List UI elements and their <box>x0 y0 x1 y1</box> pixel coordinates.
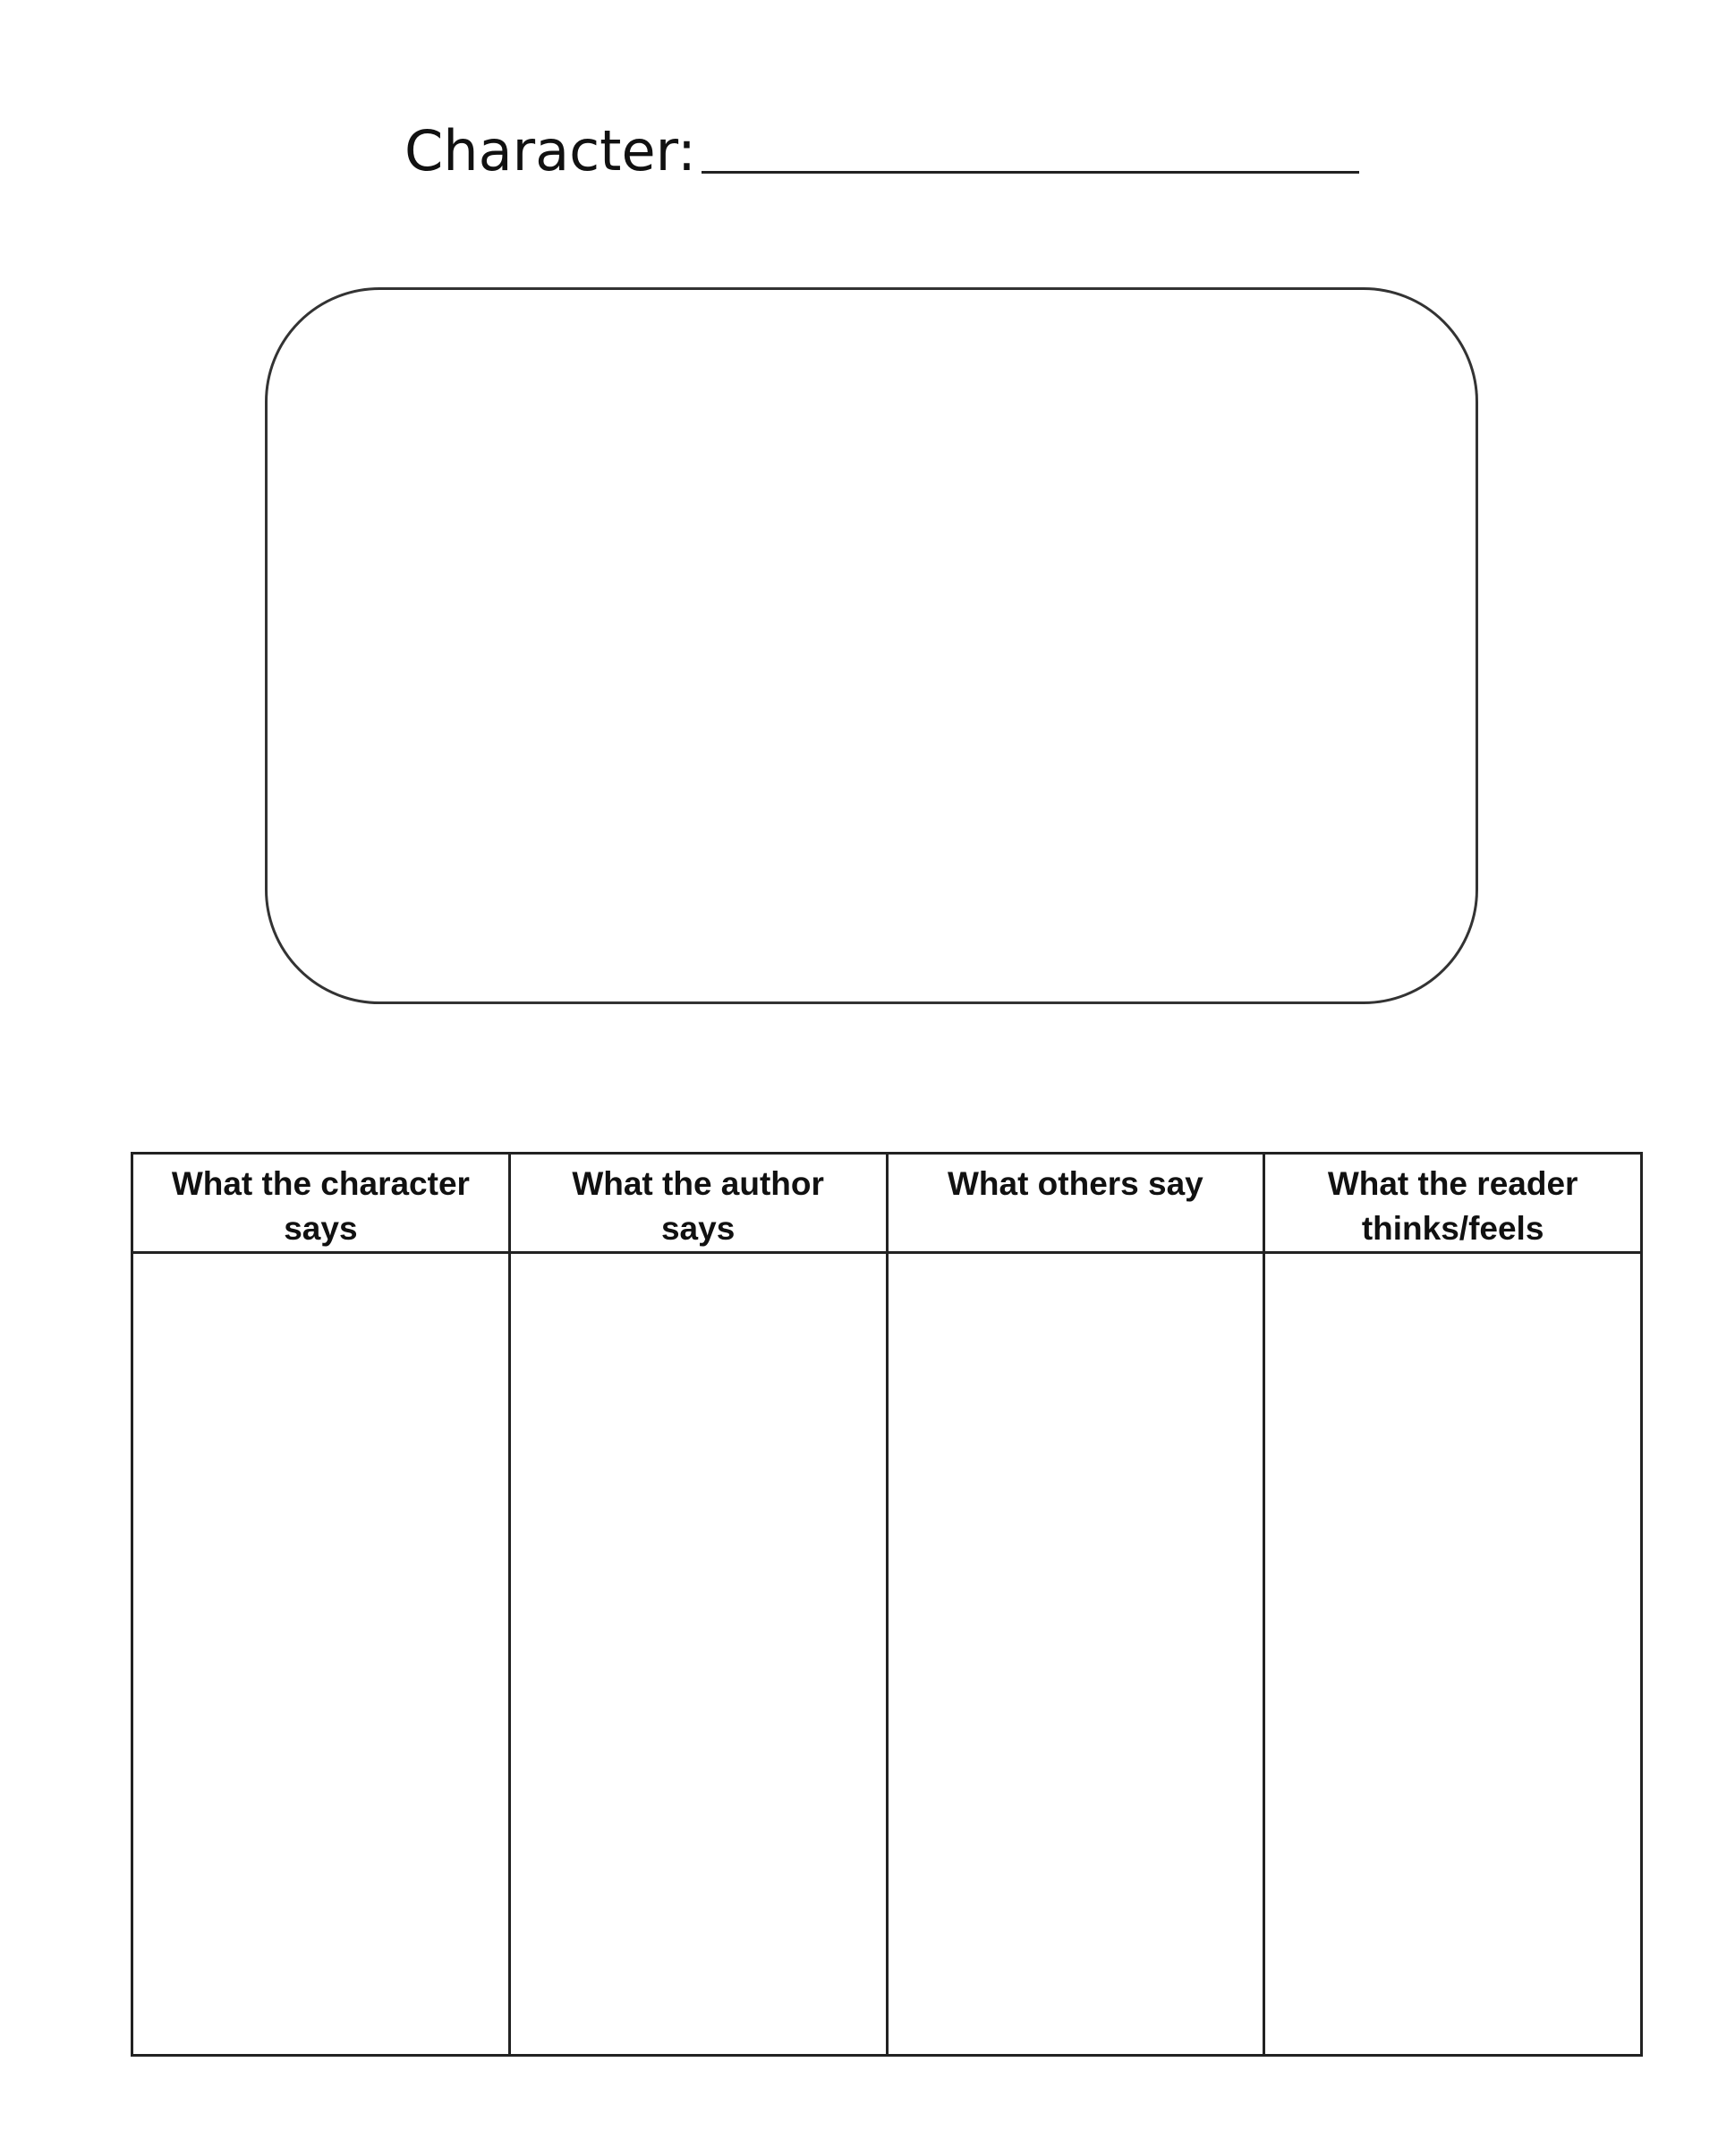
table-row <box>132 1253 1642 2056</box>
cell-reader-thinks-feels[interactable] <box>1264 1253 1642 2056</box>
table-header-row <box>132 1154 1642 1253</box>
column-header-others-say: What others say <box>887 1154 1264 1253</box>
column-header-character-says: What the character says <box>132 1154 510 1253</box>
column-header-author-says: What the author says <box>509 1154 887 1253</box>
character-label: Character: <box>404 118 696 183</box>
character-drawing-box[interactable] <box>265 287 1478 1004</box>
character-title-row <box>404 106 1359 183</box>
cell-author-says[interactable] <box>509 1253 887 2056</box>
cell-character-says[interactable] <box>132 1253 510 2056</box>
character-evidence-table <box>131 1152 1643 2057</box>
cell-others-say[interactable] <box>887 1253 1264 2056</box>
column-header-reader-thinks-feels: What the reader thinks/feels <box>1264 1154 1642 1253</box>
character-name-blank[interactable] <box>702 171 1359 174</box>
